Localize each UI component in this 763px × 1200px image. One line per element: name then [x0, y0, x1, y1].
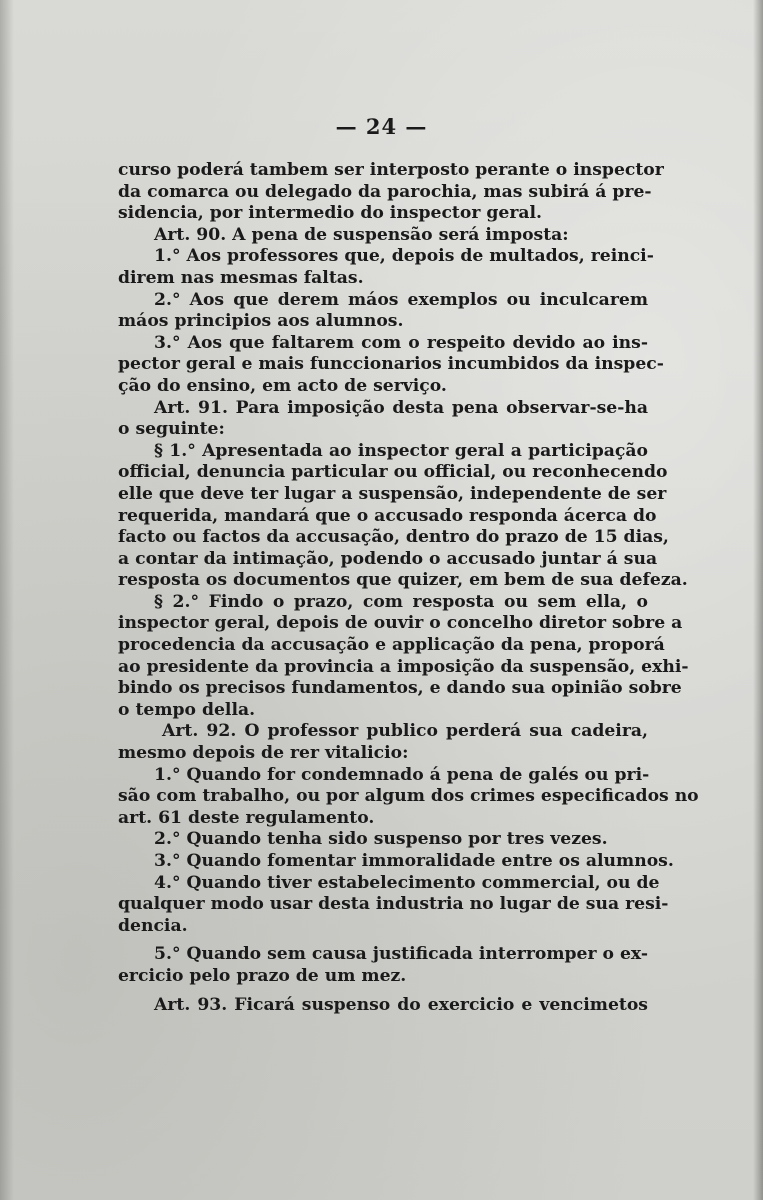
text-line: pector geral e mais funccionarios incumbidos da inspec-: [118, 354, 664, 375]
text-line: 5.° Quando sem causa justificada interromper o ex-: [154, 944, 648, 965]
text-line: inspector geral, depois de ouvir o concelho diretor sobre a: [118, 613, 683, 634]
text-line: 4.° Quando tiver estabelecimento commercial, ou de: [154, 872, 660, 893]
page-left-edge-shadow: [0, 0, 14, 1200]
text-line: são com trabalho, ou por algum dos crimes especificados no: [118, 786, 699, 807]
text-line: bindo os precisos fundamentos, e dando sua opinião sobre: [118, 678, 682, 699]
text-line: elle que deve ter lugar a suspensão, independente de ser: [118, 483, 667, 504]
text-line: o seguinte:: [118, 419, 225, 440]
text-line: 2.° Aos que derem máos exemplos ou inculcarem: [154, 289, 648, 310]
page-right-edge-shadow: [753, 0, 763, 1200]
text-line: ção do ensino, em acto de serviço.: [118, 375, 447, 396]
text-line: máos principios aos alumnos.: [118, 311, 404, 332]
article-heading: Art. 92. O professor publico perderá sua cadeira,: [162, 721, 648, 742]
text-line: art. 61 deste regulamento.: [118, 807, 375, 828]
text-line: curso poderá tambem ser interposto perante o inspector: [118, 160, 664, 180]
text-line: da comarca ou delegado da parochia, mas subirá á pre-: [118, 181, 652, 202]
text-line: 3.° Aos que faltarem com o respeito devido ao ins-: [154, 332, 648, 353]
paragraph-heading: § 2.° Findo o prazo, com resposta ou sem ella, o: [154, 591, 648, 612]
text-line: 1.° Aos professores que, depois de multados, reinci-: [154, 246, 654, 267]
text-line: direm nas mesmas faltas.: [118, 267, 364, 288]
text-line: facto ou factos da accusação, dentro do prazo de 15 dias,: [118, 527, 669, 548]
text-line: a contar da intimação, podendo o accusado juntar á sua: [118, 548, 658, 569]
body-text: [118, 160, 699, 1016]
text-line: mesmo depois de rer vitalicio:: [118, 743, 409, 764]
article-heading: Art. 93. Ficará suspenso do exercicio e vencimetos: [154, 994, 648, 1015]
text-line: ercicio pelo prazo de um mez.: [118, 965, 407, 986]
text-line: official, denuncia particular ou official, ou reconhecendo: [118, 462, 668, 483]
article-heading: Art. 90. A pena de suspensão será imposta:: [154, 224, 569, 245]
text-line: ao presidente da provincia a imposição da suspensão, exhi-: [118, 656, 689, 677]
text-line: sidencia, por intermedio do inspector geral.: [118, 203, 543, 224]
paragraph-heading: § 1.° Apresentada ao inspector geral a participação: [154, 440, 648, 461]
text-line: 1.° Quando for condemnado á pena de galés ou pri-: [154, 764, 650, 785]
page-number: — 24 —: [335, 114, 428, 139]
text-line: dencia.: [118, 915, 188, 936]
text-line: procedencia da accusação e applicação da pena, proporá: [118, 635, 665, 656]
text-line: requerida, mandará que o accusado responda ácerca do: [118, 505, 657, 526]
text-line: qualquer modo usar desta industria no lugar de sua resi-: [118, 894, 669, 915]
article-heading: Art. 91. Para imposição desta pena observar-se-ha: [154, 397, 648, 418]
text-line: 3.° Quando fomentar immoralidade entre os alumnos.: [154, 851, 674, 871]
text-line: resposta os documentos que quizer, em bem de sua defeza.: [118, 570, 688, 591]
text-line: o tempo della.: [118, 699, 256, 720]
text-line: 2.° Quando tenha sido suspenso por tres vezes.: [154, 829, 608, 850]
